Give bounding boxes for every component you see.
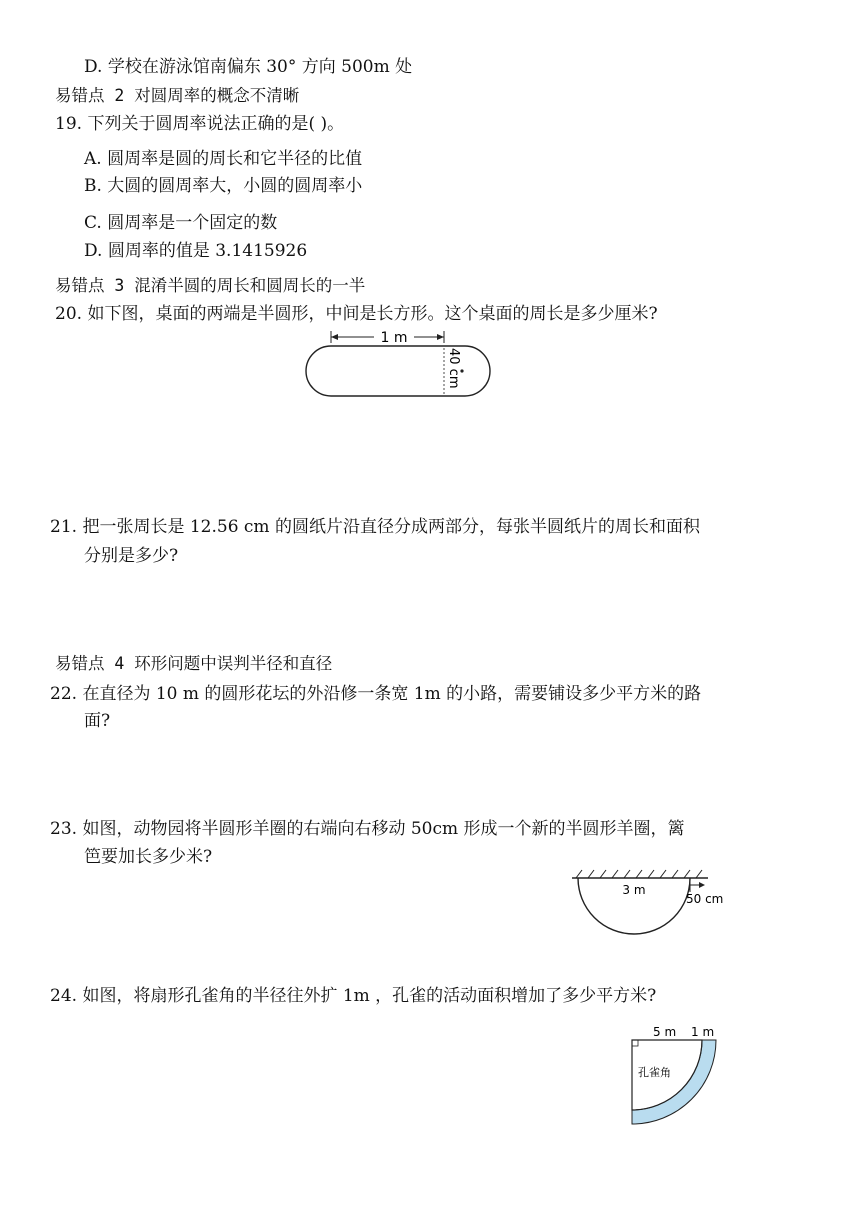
q21-line-2: 分别是多少? xyxy=(84,546,179,566)
q19-option-a: A. 圆周率是圆的周长和它半径的比值 xyxy=(84,149,363,169)
q20-table-figure xyxy=(300,326,500,402)
q24-area-label: 孔雀角 xyxy=(638,1066,671,1079)
q23-shift-label: 50 cm xyxy=(686,892,724,906)
q22-line-1: 22. 在直径为 10 m 的圆形花坛的外沿修一条宽 1m 的小路，需要铺设多少平方米的路 xyxy=(50,684,702,704)
q24-stem: 24. 如图，将扇形孔雀角的半径往外扩 1m ，孔雀的活动面积增加了多少平方米? xyxy=(50,986,657,1006)
section-3-title: 易错点 3 混淆半圆的周长和圆周长的一半 xyxy=(55,276,366,295)
q22-line-2: 面? xyxy=(84,711,111,731)
q23-line-1: 23. 如图，动物园将半圆形羊圈的右端向右移动 50cm 形成一个新的半圆形羊圈，篱 xyxy=(50,819,685,839)
arrowhead-right xyxy=(437,334,444,340)
right-angle-mark xyxy=(632,1040,638,1046)
q20-width-label: 40 cm xyxy=(446,348,461,389)
q23-pen-figure xyxy=(568,868,736,944)
q19-option-d: D. 圆周率的值是 3.1415926 xyxy=(84,241,308,261)
q24-extra-label: 1 m xyxy=(691,1025,715,1039)
arrowhead-left xyxy=(331,334,338,340)
wall-hatching xyxy=(576,870,702,878)
q20-length-label: 1 m xyxy=(380,330,408,346)
q21-line-1: 21. 把一张周长是 12.56 cm 的圆纸片沿直径分成两部分，每张半圆纸片的周长和面积 xyxy=(50,517,700,537)
q20-stem: 20. 如下图，桌面的两端是半圆形，中间是长方形。这个桌面的周长是多少厘米? xyxy=(55,304,658,324)
q19-option-b: B. 大圆的圆周率大，小圆的圆周率小 xyxy=(84,176,363,196)
prev-option-d: D. 学校在游泳馆南偏东 30° 方向 500m 处 xyxy=(84,57,413,77)
q19-stem: 19. 下列关于圆周率说法正确的是( )。 xyxy=(55,114,345,134)
section-4-title: 易错点 4 环形问题中误判半径和直径 xyxy=(55,654,333,673)
q24-sector-figure xyxy=(628,1024,720,1132)
q19-option-c: C. 圆周率是一个固定的数 xyxy=(84,213,278,233)
q23-line-2: 笆要加长多少米? xyxy=(84,847,213,867)
shift-arrowhead xyxy=(699,882,705,888)
ring-area xyxy=(632,1040,716,1124)
section-2-title: 易错点 2 对圆周率的概念不清晰 xyxy=(55,86,300,105)
q23-diameter-label: 3 m xyxy=(622,883,646,897)
q24-radius-label: 5 m xyxy=(653,1025,677,1039)
